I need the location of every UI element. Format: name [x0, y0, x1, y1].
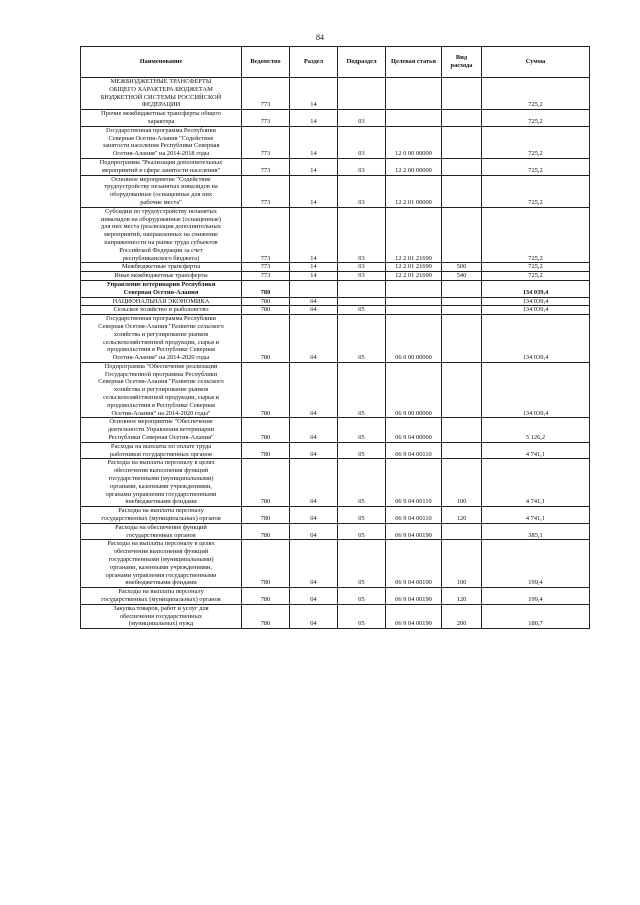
- row-name-text: Расходы на выплаты по оплате труда работников государственных органов: [109, 442, 213, 458]
- row-razdel-cell: 04: [290, 540, 338, 588]
- row-name-text: Расходы на выплаты персоналу государственных (муниципальных) органов: [101, 507, 221, 523]
- row-name-cell: [81, 315, 242, 363]
- row-name-cell: [81, 126, 242, 158]
- row-razdel-cell: 14: [290, 263, 338, 272]
- row-razdel-cell: 14: [290, 175, 338, 207]
- row-sum-cell: 725,2: [482, 207, 590, 263]
- header-target: Целевая статья: [386, 47, 442, 78]
- row-name-text: Прочие межбюджетные трансферты общего характера: [100, 110, 222, 125]
- row-ved-cell: 773: [242, 126, 290, 158]
- row-name-cell: [81, 297, 242, 306]
- row-ved-cell: 780: [242, 418, 290, 442]
- row-podrazdel-cell: 05: [338, 362, 386, 418]
- row-name-text: Закупка товаров, работ и услуг для обеспечения государственных (муниципальных) нужд: [113, 604, 209, 628]
- row-target-cell: 06 9 04 00110: [386, 442, 442, 459]
- row-name-cell: [81, 588, 242, 605]
- row-ved-cell: 780: [242, 507, 290, 524]
- row-name-text: МЕЖБЮДЖЕТНЫЕ ТРАНСФЕРТЫ ОБЩЕГО ХАРАКТЕРА БЮДЖЕТАМ БЮДЖЕТНОЙ СИСТЕМЫ РОССИЙСКОЙ ФЕДЕРАЦИИ: [100, 78, 222, 109]
- row-name-text: Субсидии по трудоустройству незанятых инвалидов на оборудованные (оснащенные) для них места (реализация дополнительных мероприятий, направленных на снижение напряженности на рынке труда субъектов Российской Федерации за счет республиканского бюджета): [101, 207, 221, 262]
- row-razdel-cell: 04: [290, 523, 338, 540]
- row-vid-cell: 540: [442, 272, 482, 281]
- row-sum-cell: 134 039,4: [482, 280, 590, 297]
- row-vid-cell: [442, 78, 482, 110]
- row-sum-cell: 385,1: [482, 523, 590, 540]
- row-sum-cell: 725,2: [482, 175, 590, 207]
- row-ved-cell: 773: [242, 110, 290, 127]
- row-ved-cell: 780: [242, 540, 290, 588]
- row-name-cell: [81, 78, 242, 110]
- row-vid-cell: [442, 315, 482, 363]
- row-vid-cell: 100: [442, 540, 482, 588]
- row-vid-cell: [442, 175, 482, 207]
- row-ved-cell: 773: [242, 158, 290, 175]
- row-target-cell: 06 9 04 00190: [386, 523, 442, 540]
- table-row: [81, 110, 590, 127]
- row-podrazdel-cell: 05: [338, 588, 386, 605]
- table-row: [81, 207, 590, 263]
- row-sum-cell: 134 039,4: [482, 362, 590, 418]
- row-name-cell: [81, 540, 242, 588]
- budget-table: [80, 46, 590, 629]
- row-razdel-cell: [290, 280, 338, 297]
- row-name-cell: [81, 459, 242, 507]
- row-name-text: Расходы на выплаты персоналу в целях обеспечения выполнения функций государственными (муниципальными) органами, казенными учреждениями, органами управления государственными внебюджетными фондами: [105, 459, 217, 506]
- page-number: 84: [316, 33, 324, 42]
- row-name-text: Государственная программа Республики Северная Осетия-Алания "Содействие занятости населения Республики Северная Осетия-Алания" на 2014-2018 годы: [102, 126, 220, 158]
- table-row: [81, 306, 590, 315]
- table-row: [81, 175, 590, 207]
- row-name-text: Межбюджетные трансферты: [121, 263, 201, 271]
- row-name-text: Расходы на обеспечение функций государственных органов: [115, 523, 207, 539]
- row-podrazdel-cell: [338, 78, 386, 110]
- table-row: [81, 540, 590, 588]
- row-sum-cell: 725,2: [482, 126, 590, 158]
- table-header-row: [81, 47, 590, 78]
- header-podrazdel: Подраздел: [338, 47, 386, 78]
- row-vid-cell: [442, 280, 482, 297]
- row-podrazdel-cell: 05: [338, 442, 386, 459]
- row-razdel-cell: 04: [290, 418, 338, 442]
- row-target-cell: 12 0 00 00000: [386, 126, 442, 158]
- row-target-cell: 06 9 04 00000: [386, 418, 442, 442]
- row-razdel-cell: 04: [290, 297, 338, 306]
- row-vid-cell: [442, 362, 482, 418]
- row-podrazdel-cell: 05: [338, 523, 386, 540]
- row-target-cell: [386, 297, 442, 306]
- row-sum-cell: 4 741,1: [482, 507, 590, 524]
- row-name-cell: [81, 263, 242, 272]
- row-ved-cell: 780: [242, 442, 290, 459]
- row-name-cell: [81, 175, 242, 207]
- row-target-cell: 12 2 01 00000: [386, 175, 442, 207]
- row-ved-cell: 773: [242, 272, 290, 281]
- row-name-text: Иные межбюджетные трансферты: [114, 272, 208, 280]
- row-podrazdel-cell: 05: [338, 315, 386, 363]
- row-name-text: НАЦИОНАЛЬНАЯ ЭКОНОМИКА: [112, 297, 210, 305]
- row-razdel-cell: 04: [290, 362, 338, 418]
- row-podrazdel-cell: 05: [338, 507, 386, 524]
- row-target-cell: [386, 78, 442, 110]
- row-target-cell: 12 2 01 21690: [386, 263, 442, 272]
- row-name-cell: [81, 523, 242, 540]
- row-vid-cell: [442, 110, 482, 127]
- row-podrazdel-cell: 05: [338, 418, 386, 442]
- row-name-text: Расходы на выплаты персоналу государственных (муниципальных) органов: [101, 588, 221, 603]
- row-name-text: Основное мероприятие "Обеспечение деятельности Управления ветеринарии Республики Северная Осетия-Алания": [107, 418, 215, 442]
- row-razdel-cell: 04: [290, 588, 338, 605]
- table-row: [81, 297, 590, 306]
- row-razdel-cell: 04: [290, 315, 338, 363]
- row-target-cell: 06 9 04 00190: [386, 604, 442, 628]
- row-razdel-cell: 04: [290, 442, 338, 459]
- table-body: [81, 78, 590, 629]
- row-target-cell: [386, 280, 442, 297]
- row-vid-cell: [442, 306, 482, 315]
- row-vid-cell: 500: [442, 263, 482, 272]
- table-row: [81, 604, 590, 628]
- table-row: [81, 523, 590, 540]
- row-ved-cell: 780: [242, 362, 290, 418]
- row-sum-cell: 134 039,4: [482, 315, 590, 363]
- row-name-text: Подпрограмма "Обеспечение реализации Государственной программы Республики Северная Осетия-Алания "Развитие сельского хозяйства и регулирование рынков сельскохозяйственной продукции, сырья и продовольствия в Республике Северная Осетия-Алания" на 2014-2020 годы": [98, 362, 224, 417]
- row-vid-cell: [442, 207, 482, 263]
- row-razdel-cell: 04: [290, 459, 338, 507]
- row-podrazdel-cell: [338, 297, 386, 306]
- row-sum-cell: 725,2: [482, 78, 590, 110]
- row-name-cell: [81, 158, 242, 175]
- row-name-cell: [81, 418, 242, 442]
- row-target-cell: 06 9 04 00190: [386, 588, 442, 605]
- row-name-text: Государственная программа Республики Северная Осетия-Алания "Развитие сельского хозяйства и регулирование рынков сельскохозяйственной продукции, сырья и продовольствия в Республике Северная Осетия-Алания" на 2014-2020 годы: [98, 315, 224, 362]
- row-sum-cell: 5 126,2: [482, 418, 590, 442]
- row-razdel-cell: 04: [290, 604, 338, 628]
- row-vid-cell: [442, 158, 482, 175]
- row-name-cell: [81, 362, 242, 418]
- row-vid-cell: [442, 126, 482, 158]
- row-target-cell: 06 9 00 00000: [386, 362, 442, 418]
- row-ved-cell: 780: [242, 588, 290, 605]
- header-name: Наименование: [81, 47, 242, 78]
- header-ved: Ведомство: [242, 47, 290, 78]
- row-sum-cell: 134 039,4: [482, 306, 590, 315]
- row-vid-cell: 120: [442, 588, 482, 605]
- row-target-cell: 12 2 00 00000: [386, 158, 442, 175]
- row-name-cell: [81, 272, 242, 281]
- table-row: [81, 126, 590, 158]
- row-vid-cell: 200: [442, 604, 482, 628]
- row-razdel-cell: 14: [290, 126, 338, 158]
- header-sum: Сумма: [482, 47, 590, 78]
- row-podrazdel-cell: 05: [338, 459, 386, 507]
- row-target-cell: [386, 110, 442, 127]
- table-row: [81, 418, 590, 442]
- row-sum-cell: 4 741,1: [482, 442, 590, 459]
- row-razdel-cell: 04: [290, 306, 338, 315]
- row-ved-cell: 780: [242, 297, 290, 306]
- row-name-cell: [81, 604, 242, 628]
- header-vid: Вид расхода: [442, 47, 482, 78]
- row-ved-cell: 780: [242, 280, 290, 297]
- table-row: [81, 158, 590, 175]
- row-ved-cell: 773: [242, 207, 290, 263]
- row-sum-cell: 725,2: [482, 263, 590, 272]
- row-sum-cell: 725,2: [482, 158, 590, 175]
- row-vid-cell: 120: [442, 507, 482, 524]
- row-target-cell: 06 9 04 00110: [386, 507, 442, 524]
- row-razdel-cell: 14: [290, 110, 338, 127]
- row-sum-cell: 180,7: [482, 604, 590, 628]
- row-ved-cell: 780: [242, 523, 290, 540]
- row-podrazdel-cell: [338, 280, 386, 297]
- row-name-cell: [81, 110, 242, 127]
- row-ved-cell: 780: [242, 306, 290, 315]
- row-podrazdel-cell: 03: [338, 263, 386, 272]
- row-ved-cell: 773: [242, 263, 290, 272]
- table-row: [81, 280, 590, 297]
- row-sum-cell: 199,4: [482, 540, 590, 588]
- row-podrazdel-cell: 05: [338, 604, 386, 628]
- row-target-cell: [386, 306, 442, 315]
- row-razdel-cell: 14: [290, 78, 338, 110]
- table-row: [81, 272, 590, 281]
- table-row: [81, 315, 590, 363]
- row-podrazdel-cell: 03: [338, 272, 386, 281]
- row-name-text: Расходы на выплаты персоналу в целях обеспечения выполнения функций государственными (муниципальными) органами, казенными учреждениями, органами управления государственными внебюджетными фондами: [105, 540, 217, 587]
- table-row: [81, 459, 590, 507]
- row-name-cell: [81, 442, 242, 459]
- row-name-cell: [81, 207, 242, 263]
- row-podrazdel-cell: 03: [338, 175, 386, 207]
- table-row: [81, 362, 590, 418]
- row-ved-cell: 773: [242, 78, 290, 110]
- row-name-cell: [81, 306, 242, 315]
- row-name-text: Управление ветеринарии Республики Северная Осетия-Алания: [106, 280, 216, 296]
- row-razdel-cell: 14: [290, 207, 338, 263]
- row-sum-cell: 725,2: [482, 110, 590, 127]
- row-ved-cell: 780: [242, 604, 290, 628]
- row-podrazdel-cell: 03: [338, 207, 386, 263]
- row-target-cell: 06 9 04 00110: [386, 459, 442, 507]
- row-ved-cell: 773: [242, 175, 290, 207]
- row-ved-cell: 780: [242, 315, 290, 363]
- row-razdel-cell: 14: [290, 158, 338, 175]
- row-name-cell: [81, 280, 242, 297]
- row-name-cell: [81, 507, 242, 524]
- table-row: [81, 263, 590, 272]
- row-razdel-cell: 04: [290, 507, 338, 524]
- row-podrazdel-cell: 03: [338, 158, 386, 175]
- row-target-cell: 12 2 01 21690: [386, 272, 442, 281]
- header-razdel: Раздел: [290, 47, 338, 78]
- row-vid-cell: [442, 418, 482, 442]
- row-name-text: Сельское хозяйство и рыболовство: [113, 306, 209, 314]
- row-sum-cell: 134 039,4: [482, 297, 590, 306]
- row-name-text: Основное мероприятие "Содействие трудоустройству незанятых инвалидов на оборудованные (оснащенные для них рабочие места": [104, 175, 218, 206]
- table-row: [81, 507, 590, 524]
- row-target-cell: 06 9 04 00190: [386, 540, 442, 588]
- table-row: [81, 78, 590, 110]
- row-sum-cell: 4 741,1: [482, 459, 590, 507]
- row-target-cell: 12 2 01 21690: [386, 207, 442, 263]
- row-vid-cell: 100: [442, 459, 482, 507]
- table-row: [81, 442, 590, 459]
- row-ved-cell: 780: [242, 459, 290, 507]
- row-podrazdel-cell: 03: [338, 126, 386, 158]
- row-target-cell: 06 0 00 00000: [386, 315, 442, 363]
- row-podrazdel-cell: 05: [338, 306, 386, 315]
- row-razdel-cell: 14: [290, 272, 338, 281]
- row-name-text: Подпрограмма "Реализация дополнительных мероприятий в сфере занятости населения": [99, 158, 223, 174]
- row-vid-cell: [442, 523, 482, 540]
- row-podrazdel-cell: 05: [338, 540, 386, 588]
- table-row: [81, 588, 590, 605]
- row-podrazdel-cell: 03: [338, 110, 386, 127]
- row-sum-cell: 725,2: [482, 272, 590, 281]
- row-vid-cell: [442, 442, 482, 459]
- row-sum-cell: 199,4: [482, 588, 590, 605]
- row-vid-cell: [442, 297, 482, 306]
